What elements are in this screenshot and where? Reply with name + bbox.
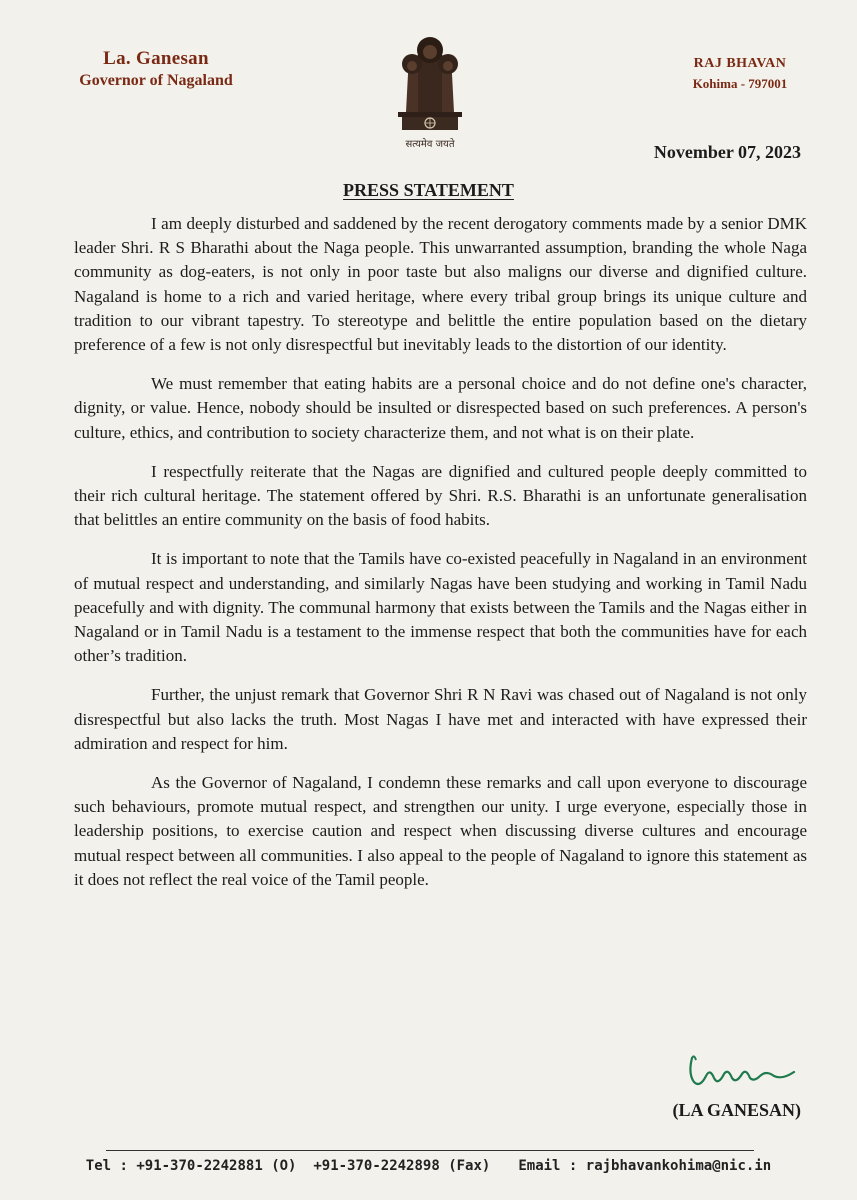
sender-block	[68, 48, 244, 90]
state-emblem-icon	[384, 28, 476, 160]
statement-heading	[0, 180, 857, 201]
heading-text: PRESS STATEMENT	[343, 180, 514, 200]
handwritten-signature-icon	[684, 1052, 804, 1094]
address-line-1: RAJ BHAVAN	[693, 56, 787, 71]
footer-email: Email : rajbhavankohima@nic.in	[518, 1158, 772, 1174]
footer-contact	[0, 1158, 857, 1174]
body-paragraph: Further, the unjust remark that Governor Shri R N Ravi was chased out of Nagaland is not only disrespectful but also lacks the truth. Most Nagas I have met and interacted with have expressed their admiration and respect for him.	[74, 685, 807, 753]
body-paragraph: I am deeply disturbed and saddened by the recent derogatory comments made by a senior DMK leader Shri. R S Bharathi about the Naga people. This unwarranted assumption, branding the whole Naga community as dog-eaters, is not only in poor taste but also maligns our diverse and dignified culture. Nagaland is home to a rich and varied heritage, where every tribal group brings its unique culture and tradition to our vibrant tapestry. To stereotype and belittle the entire population based on the dietary preference of a few is not only disrespectful but inevitably leads to the distortion of our identity.	[74, 214, 807, 355]
body-paragraph: I respectfully reiterate that the Nagas are dignified and cultured people deeply committed to their rich cultural heritage. The statement offered by Shri. R.S. Bharathi is an unfortunate generalisation that belittles an entire community on the basis of food habits.	[74, 461, 807, 530]
footer-divider	[106, 1150, 754, 1151]
sender-name: La. Ganesan	[103, 48, 209, 69]
footer-phone: Tel : +91-370-2242881 (O) +91-370-2242898 (Fax)	[85, 1158, 491, 1174]
address-block	[684, 56, 796, 92]
body-paragraph: It is important to note that the Tamils have co-existed peacefully in Nagaland in an environment of mutual respect and understanding, and similarly Nagas have been studying and working in Tamil Nadu peacefully and with dignity. The communal harmony that exists between the Tamils and the Nagas either in Nagaland or in Tamil Nadu is a testament to the immense respect that both the communities have for each other’s tradition.	[74, 549, 807, 666]
body-paragraph: We must remember that eating habits are a personal choice and do not define one's character, dignity, or value. Hence, nobody should be insulted or disrespected based on such preferences. A person's culture, ethics, and contribution to society characterize them, and not what is on their plate.	[74, 374, 807, 442]
emblem-motto: सत्यमेव जयते	[405, 139, 455, 150]
address-line-2: Kohima - 797001	[692, 76, 788, 91]
signatory-name: (LA GANESAN)	[672, 1100, 801, 1120]
statement-body	[74, 212, 807, 907]
body-paragraph: As the Governor of Nagaland, I condemn these remarks and call upon everyone to discourage such behaviours, promote mutual respect, and strengthen our unity. I urge everyone, especially those in leadership positions, to exercise caution and respect when discussing diverse cultures and encourage mutual respect between all communities. I also appeal to the people of Nagaland to ignore this statement as it does not reflect the real voice of the Tamil people.	[74, 773, 807, 889]
statement-date: November 07, 2023	[653, 142, 801, 162]
sender-title: Governor of Nagaland	[79, 72, 233, 89]
